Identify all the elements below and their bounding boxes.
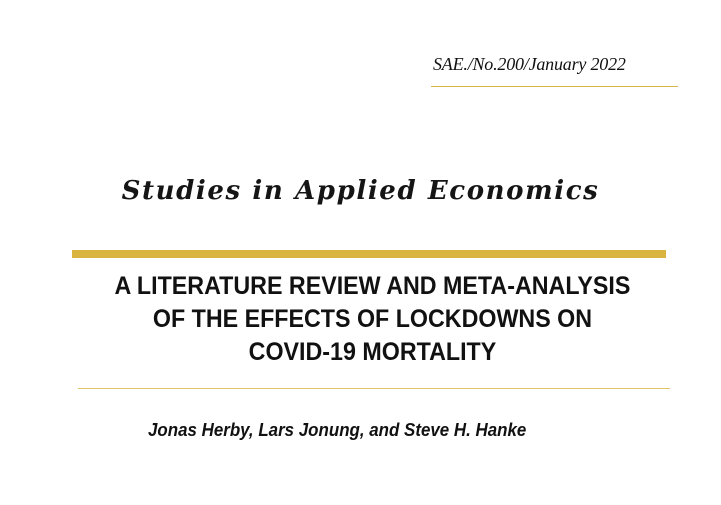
gold-divider-thin xyxy=(78,388,670,389)
journal-name: Studies in Applied Economics xyxy=(121,176,600,206)
paper-title xyxy=(26,270,719,369)
paper-title-line-1: A LITERATURE REVIEW AND META-ANALYSIS xyxy=(114,272,631,300)
series-number: SAE./No.200/January 2022 xyxy=(433,54,626,74)
gold-divider-thick xyxy=(72,250,666,258)
paper-title-line-2: OF THE EFFECTS OF LOCKDOWNS ON xyxy=(152,305,593,333)
paper-title-line-3: COVID-19 MORTALITY xyxy=(248,338,497,366)
author-list: Jonas Herby, Lars Jonung, and Steve H. Hanke xyxy=(148,420,527,440)
header-divider xyxy=(431,86,678,87)
